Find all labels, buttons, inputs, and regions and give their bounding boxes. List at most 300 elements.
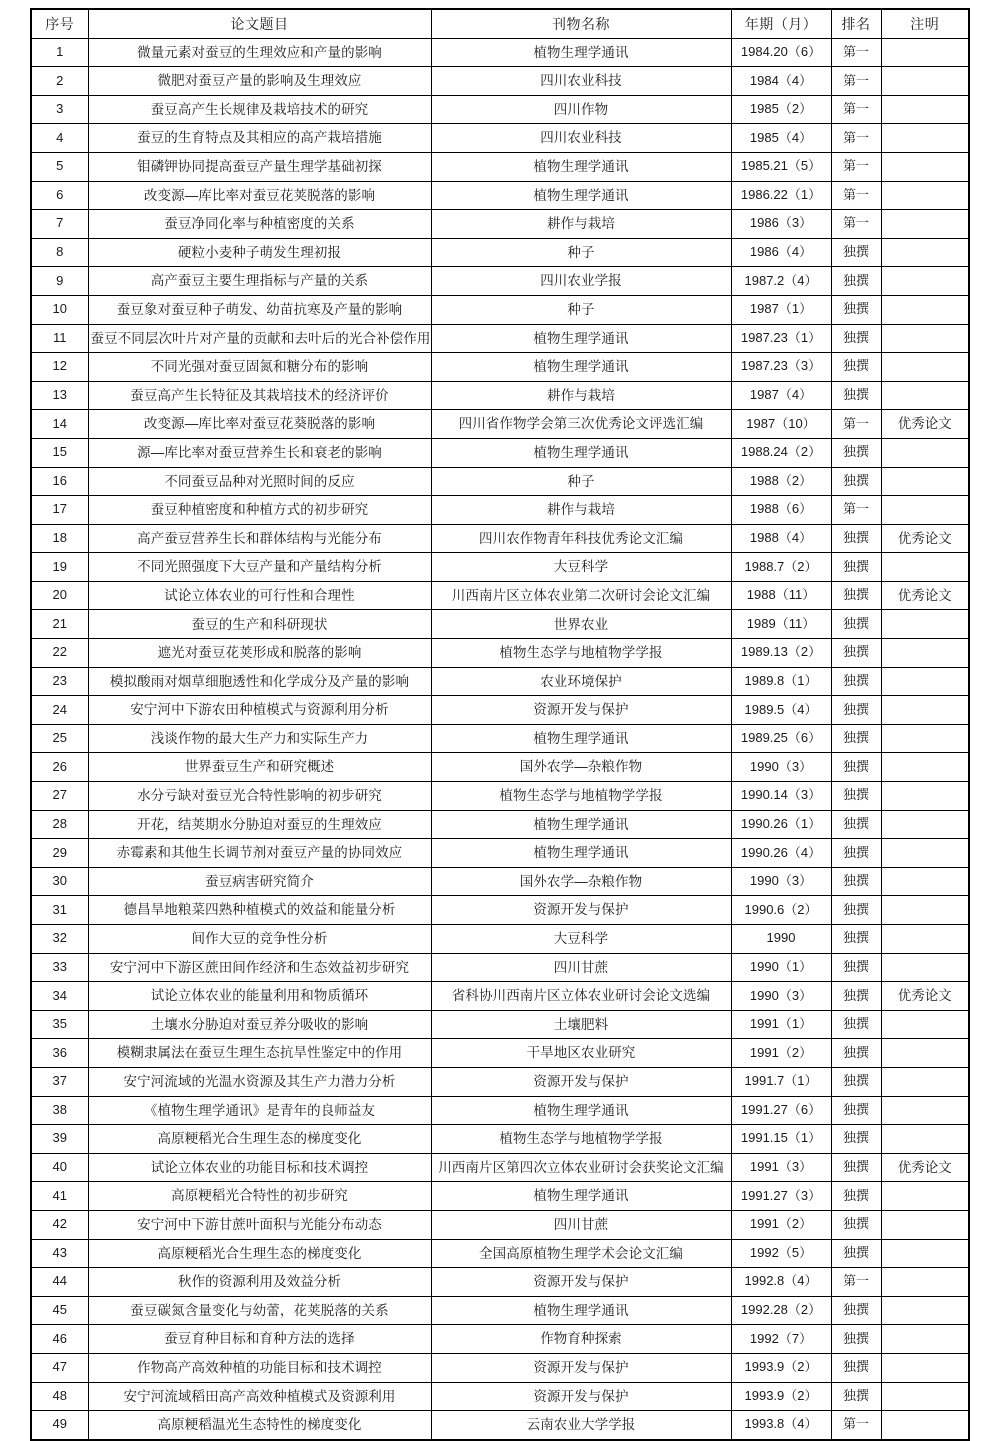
cell-year: 1990（1）	[731, 953, 831, 982]
cell-rank: 独撰	[831, 1067, 881, 1096]
cell-journal: 植物生理学通讯	[431, 152, 731, 181]
cell-note	[881, 1382, 969, 1411]
cell-rank: 独撰	[831, 639, 881, 668]
cell-rank: 独撰	[831, 324, 881, 353]
column-header-title: 论文题目	[88, 9, 431, 38]
cell-year: 1990.14（3）	[731, 782, 831, 811]
cell-journal: 四川农业学报	[431, 267, 731, 296]
cell-journal: 四川甘蔗	[431, 953, 731, 982]
cell-rank: 第一	[831, 410, 881, 439]
cell-title: 改变源—库比率对蚕豆花葵脱落的影响	[88, 410, 431, 439]
cell-rank: 独撰	[831, 1210, 881, 1239]
cell-year: 1990（3）	[731, 982, 831, 1011]
cell-journal: 四川农业科技	[431, 124, 731, 153]
cell-year: 1991（1）	[731, 1010, 831, 1039]
cell-year: 1990（3）	[731, 753, 831, 782]
cell-index: 25	[31, 724, 88, 753]
cell-rank: 独撰	[831, 696, 881, 725]
cell-title: 秋作的资源利用及效益分析	[88, 1268, 431, 1297]
cell-title: 安宁河中下游区蔗田间作经济和生态效益初步研究	[88, 953, 431, 982]
cell-title: 土壤水分胁迫对蚕豆养分吸收的影响	[88, 1010, 431, 1039]
cell-journal: 世界农业	[431, 610, 731, 639]
cell-title: 试论立体农业的能量利用和物质循环	[88, 982, 431, 1011]
table-row	[31, 1239, 969, 1268]
cell-note	[881, 1411, 969, 1440]
cell-title: 微量元素对蚕豆的生理效应和产量的影响	[88, 38, 431, 67]
cell-journal: 植物生理学通讯	[431, 1296, 731, 1325]
cell-journal: 四川作物	[431, 95, 731, 124]
cell-year: 1991（3）	[731, 1153, 831, 1182]
cell-note	[881, 1325, 969, 1354]
cell-title: 高产蚕豆主要生理指标与产量的关系	[88, 267, 431, 296]
cell-journal: 植物生态学与地植物学学报	[431, 639, 731, 668]
table-row	[31, 896, 969, 925]
cell-title: 蚕豆净同化率与种植密度的关系	[88, 210, 431, 239]
cell-year: 1992.8（4）	[731, 1268, 831, 1297]
cell-note	[881, 496, 969, 525]
cell-journal: 资源开发与保护	[431, 696, 731, 725]
cell-rank: 独撰	[831, 1182, 881, 1211]
cell-rank: 独撰	[831, 1296, 881, 1325]
column-header-index: 序号	[31, 9, 88, 38]
table-row	[31, 639, 969, 668]
cell-rank: 第一	[831, 181, 881, 210]
cell-index: 49	[31, 1411, 88, 1440]
table-header	[31, 9, 969, 38]
cell-journal: 耕作与栽培	[431, 496, 731, 525]
table-row	[31, 181, 969, 210]
cell-title: 高原粳稻光合生理生态的梯度变化	[88, 1239, 431, 1268]
cell-journal: 植物生态学与地植物学学报	[431, 782, 731, 811]
table-row	[31, 124, 969, 153]
cell-journal: 四川农业科技	[431, 67, 731, 96]
cell-rank: 第一	[831, 152, 881, 181]
cell-year: 1992.28（2）	[731, 1296, 831, 1325]
table-row	[31, 295, 969, 324]
cell-note	[881, 124, 969, 153]
cell-title: 安宁河中下游甘蔗叶面积与光能分布动态	[88, 1210, 431, 1239]
table-row	[31, 1296, 969, 1325]
cell-index: 17	[31, 496, 88, 525]
column-header-year: 年期（月）	[731, 9, 831, 38]
cell-index: 6	[31, 181, 88, 210]
cell-title: 蚕豆高产生长特征及其栽培技术的经济评价	[88, 381, 431, 410]
cell-note	[881, 724, 969, 753]
cell-note	[881, 238, 969, 267]
table-body	[31, 38, 969, 1440]
cell-index: 36	[31, 1039, 88, 1068]
cell-note	[881, 1353, 969, 1382]
cell-rank: 第一	[831, 496, 881, 525]
cell-title: 蚕豆碳氮含量变化与幼蕾，花荚脱落的关系	[88, 1296, 431, 1325]
cell-note	[881, 896, 969, 925]
cell-journal: 川西南片区立体农业第二次研讨会论文汇编	[431, 581, 731, 610]
table-row	[31, 324, 969, 353]
cell-journal: 种子	[431, 467, 731, 496]
cell-note: 优秀论文	[881, 1153, 969, 1182]
cell-title: 蚕豆不同层次叶片对产量的贡献和去叶后的光合补偿作用	[88, 324, 431, 353]
cell-title: 高产蚕豆营养生长和群体结构与光能分布	[88, 524, 431, 553]
cell-journal: 川西南片区第四次立体农业研讨会获奖论文汇编	[431, 1153, 731, 1182]
table-row	[31, 1353, 969, 1382]
table-row	[31, 524, 969, 553]
cell-year: 1987（1）	[731, 295, 831, 324]
cell-index: 14	[31, 410, 88, 439]
cell-note	[881, 295, 969, 324]
cell-title: 《植物生理学通讯》是青年的良师益友	[88, 1096, 431, 1125]
table-header-row	[31, 9, 969, 38]
table-row	[31, 953, 969, 982]
column-header-rank: 排名	[831, 9, 881, 38]
cell-year: 1991.27（6）	[731, 1096, 831, 1125]
cell-rank: 独撰	[831, 953, 881, 982]
cell-note	[881, 1182, 969, 1211]
table-row	[31, 381, 969, 410]
cell-journal: 植物生态学与地植物学学报	[431, 1125, 731, 1154]
cell-title: 高原粳稻光合特性的初步研究	[88, 1182, 431, 1211]
cell-index: 22	[31, 639, 88, 668]
cell-note	[881, 1039, 969, 1068]
cell-year: 1990	[731, 925, 831, 954]
cell-year: 1993.8（4）	[731, 1411, 831, 1440]
cell-title: 蚕豆育种目标和育种方法的选择	[88, 1325, 431, 1354]
cell-note	[881, 953, 969, 982]
cell-rank: 第一	[831, 67, 881, 96]
table-row	[31, 667, 969, 696]
cell-journal: 植物生理学通讯	[431, 38, 731, 67]
cell-index: 11	[31, 324, 88, 353]
cell-title: 水分亏缺对蚕豆光合特性影响的初步研究	[88, 782, 431, 811]
cell-index: 10	[31, 295, 88, 324]
cell-rank: 独撰	[831, 982, 881, 1011]
table-row	[31, 839, 969, 868]
cell-note	[881, 353, 969, 382]
cell-journal: 资源开发与保护	[431, 896, 731, 925]
cell-year: 1991.7（1）	[731, 1067, 831, 1096]
cell-year: 1992（7）	[731, 1325, 831, 1354]
cell-journal: 国外农学—杂粮作物	[431, 867, 731, 896]
cell-note	[881, 553, 969, 582]
cell-title: 赤霉素和其他生长调节剂对蚕豆产量的协同效应	[88, 839, 431, 868]
cell-note	[881, 639, 969, 668]
cell-index: 41	[31, 1182, 88, 1211]
table-row	[31, 1268, 969, 1297]
cell-rank: 独撰	[831, 1153, 881, 1182]
cell-rank: 独撰	[831, 896, 881, 925]
cell-rank: 独撰	[831, 238, 881, 267]
cell-note	[881, 67, 969, 96]
cell-journal: 耕作与栽培	[431, 381, 731, 410]
table-row	[31, 696, 969, 725]
cell-title: 微肥对蚕豆产量的影响及生理效应	[88, 67, 431, 96]
cell-rank: 独撰	[831, 782, 881, 811]
cell-index: 33	[31, 953, 88, 982]
cell-index: 26	[31, 753, 88, 782]
cell-year: 1990.6（2）	[731, 896, 831, 925]
cell-year: 1991.15（1）	[731, 1125, 831, 1154]
cell-year: 1993.9（2）	[731, 1382, 831, 1411]
cell-journal: 云南农业大学学报	[431, 1411, 731, 1440]
table-row	[31, 410, 969, 439]
table-row	[31, 867, 969, 896]
table-row	[31, 467, 969, 496]
table-row	[31, 1411, 969, 1440]
cell-note	[881, 782, 969, 811]
cell-year: 1988（4）	[731, 524, 831, 553]
cell-index: 24	[31, 696, 88, 725]
cell-index: 23	[31, 667, 88, 696]
cell-year: 1984.20（6）	[731, 38, 831, 67]
cell-index: 2	[31, 67, 88, 96]
cell-title: 不同蚕豆品种对光照时间的反应	[88, 467, 431, 496]
cell-title: 不同光强对蚕豆固氮和糖分布的影响	[88, 353, 431, 382]
table-row	[31, 1153, 969, 1182]
cell-year: 1987.23（1）	[731, 324, 831, 353]
cell-year: 1985（4）	[731, 124, 831, 153]
cell-rank: 独撰	[831, 925, 881, 954]
cell-note	[881, 438, 969, 467]
cell-journal: 种子	[431, 295, 731, 324]
cell-note	[881, 839, 969, 868]
cell-title: 蚕豆种植密度和种植方式的初步研究	[88, 496, 431, 525]
cell-index: 20	[31, 581, 88, 610]
cell-journal: 作物育种探索	[431, 1325, 731, 1354]
cell-year: 1984（4）	[731, 67, 831, 96]
cell-journal: 四川甘蔗	[431, 1210, 731, 1239]
cell-journal: 植物生理学通讯	[431, 1182, 731, 1211]
cell-index: 38	[31, 1096, 88, 1125]
cell-year: 1990.26（4）	[731, 839, 831, 868]
cell-rank: 独撰	[831, 667, 881, 696]
cell-rank: 独撰	[831, 839, 881, 868]
cell-note	[881, 696, 969, 725]
table-row	[31, 238, 969, 267]
cell-rank: 独撰	[831, 467, 881, 496]
cell-rank: 第一	[831, 1268, 881, 1297]
cell-rank: 独撰	[831, 553, 881, 582]
cell-index: 3	[31, 95, 88, 124]
cell-title: 蚕豆高产生长规律及栽培技术的研究	[88, 95, 431, 124]
table-row	[31, 925, 969, 954]
cell-year: 1991（2）	[731, 1039, 831, 1068]
cell-note	[881, 467, 969, 496]
cell-note: 优秀论文	[881, 982, 969, 1011]
cell-index: 15	[31, 438, 88, 467]
cell-note	[881, 324, 969, 353]
cell-title: 间作大豆的竞争性分析	[88, 925, 431, 954]
cell-year: 1988（6）	[731, 496, 831, 525]
cell-title: 试论立体农业的可行性和合理性	[88, 581, 431, 610]
cell-year: 1985（2）	[731, 95, 831, 124]
cell-journal: 植物生理学通讯	[431, 839, 731, 868]
column-header-note: 注明	[881, 9, 969, 38]
cell-index: 37	[31, 1067, 88, 1096]
cell-title: 试论立体农业的功能目标和技术调控	[88, 1153, 431, 1182]
cell-index: 30	[31, 867, 88, 896]
cell-rank: 独撰	[831, 1239, 881, 1268]
cell-rank: 独撰	[831, 381, 881, 410]
cell-note	[881, 1210, 969, 1239]
table-row	[31, 724, 969, 753]
cell-note	[881, 152, 969, 181]
cell-year: 1989.13（2）	[731, 639, 831, 668]
cell-title: 安宁河流域稻田高产高效种植模式及资源利用	[88, 1382, 431, 1411]
table-row	[31, 152, 969, 181]
column-header-journal: 刊物名称	[431, 9, 731, 38]
cell-title: 浅谈作物的最大生产力和实际生产力	[88, 724, 431, 753]
cell-index: 21	[31, 610, 88, 639]
cell-journal: 植物生理学通讯	[431, 1096, 731, 1125]
cell-note	[881, 267, 969, 296]
cell-note: 优秀论文	[881, 581, 969, 610]
cell-index: 7	[31, 210, 88, 239]
cell-rank: 独撰	[831, 438, 881, 467]
cell-rank: 独撰	[831, 610, 881, 639]
cell-title: 改变源—库比率对蚕豆花荚脱落的影响	[88, 181, 431, 210]
cell-year: 1989.25（6）	[731, 724, 831, 753]
cell-year: 1987.23（3）	[731, 353, 831, 382]
cell-rank: 独撰	[831, 267, 881, 296]
cell-journal: 植物生理学通讯	[431, 181, 731, 210]
cell-index: 1	[31, 38, 88, 67]
cell-rank: 第一	[831, 210, 881, 239]
table-row	[31, 210, 969, 239]
cell-rank: 独撰	[831, 1096, 881, 1125]
cell-year: 1989.8（1）	[731, 667, 831, 696]
cell-rank: 第一	[831, 38, 881, 67]
cell-title: 高原粳稻温光生态特性的梯度变化	[88, 1411, 431, 1440]
cell-journal: 四川农作物青年科技优秀论文汇编	[431, 524, 731, 553]
table-row	[31, 1067, 969, 1096]
cell-year: 1987（10）	[731, 410, 831, 439]
cell-index: 18	[31, 524, 88, 553]
cell-index: 48	[31, 1382, 88, 1411]
cell-index: 5	[31, 152, 88, 181]
cell-index: 46	[31, 1325, 88, 1354]
cell-year: 1989（11）	[731, 610, 831, 639]
cell-year: 1990（3）	[731, 867, 831, 896]
cell-note: 优秀论文	[881, 410, 969, 439]
cell-index: 47	[31, 1353, 88, 1382]
cell-journal: 土壤肥料	[431, 1010, 731, 1039]
cell-year: 1989.5（4）	[731, 696, 831, 725]
cell-title: 蚕豆的生产和科研现状	[88, 610, 431, 639]
cell-rank: 独撰	[831, 1125, 881, 1154]
cell-index: 34	[31, 982, 88, 1011]
cell-index: 40	[31, 1153, 88, 1182]
table-row	[31, 1125, 969, 1154]
cell-note: 优秀论文	[881, 524, 969, 553]
cell-index: 8	[31, 238, 88, 267]
cell-rank: 独撰	[831, 1325, 881, 1354]
cell-journal: 耕作与栽培	[431, 210, 731, 239]
cell-index: 31	[31, 896, 88, 925]
table-row	[31, 782, 969, 811]
cell-rank: 第一	[831, 124, 881, 153]
cell-index: 13	[31, 381, 88, 410]
cell-rank: 独撰	[831, 1382, 881, 1411]
table-row	[31, 1096, 969, 1125]
cell-year: 1986（4）	[731, 238, 831, 267]
cell-note	[881, 1296, 969, 1325]
cell-rank: 独撰	[831, 1010, 881, 1039]
cell-title: 德昌旱地粮菜四熟种植模式的效益和能量分析	[88, 896, 431, 925]
cell-note	[881, 610, 969, 639]
cell-year: 1988（2）	[731, 467, 831, 496]
table-row	[31, 1325, 969, 1354]
cell-title: 开花，结荚期水分胁迫对蚕豆的生理效应	[88, 810, 431, 839]
cell-year: 1990.26（1）	[731, 810, 831, 839]
table-row	[31, 1182, 969, 1211]
cell-note	[881, 1067, 969, 1096]
table-row	[31, 1210, 969, 1239]
cell-rank: 第一	[831, 1411, 881, 1440]
cell-rank: 独撰	[831, 1039, 881, 1068]
cell-year: 1991.27（3）	[731, 1182, 831, 1211]
cell-journal: 植物生理学通讯	[431, 438, 731, 467]
table-row	[31, 753, 969, 782]
cell-title: 模拟酸雨对烟草细胞透性和化学成分及产量的影响	[88, 667, 431, 696]
cell-note	[881, 1239, 969, 1268]
table-row	[31, 267, 969, 296]
cell-rank: 独撰	[831, 810, 881, 839]
cell-title: 不同光照强度下大豆产量和产量结构分析	[88, 553, 431, 582]
cell-year: 1987（4）	[731, 381, 831, 410]
table-row	[31, 553, 969, 582]
cell-title: 蚕豆象对蚕豆种子萌发、幼苗抗寒及产量的影响	[88, 295, 431, 324]
cell-note	[881, 38, 969, 67]
cell-note	[881, 753, 969, 782]
cell-journal: 植物生理学通讯	[431, 810, 731, 839]
cell-journal: 国外农学—杂粮作物	[431, 753, 731, 782]
cell-index: 27	[31, 782, 88, 811]
cell-title: 安宁河中下游农田种植模式与资源利用分析	[88, 696, 431, 725]
cell-rank: 独撰	[831, 724, 881, 753]
cell-note	[881, 925, 969, 954]
paper-list-table-container	[30, 8, 968, 1441]
table-row	[31, 353, 969, 382]
cell-year: 1993.9（2）	[731, 1353, 831, 1382]
cell-journal: 资源开发与保护	[431, 1067, 731, 1096]
cell-title: 蚕豆的生育特点及其相应的高产栽培措施	[88, 124, 431, 153]
cell-journal: 四川省作物学会第三次优秀论文评选汇编	[431, 410, 731, 439]
cell-index: 32	[31, 925, 88, 954]
cell-index: 28	[31, 810, 88, 839]
cell-note	[881, 667, 969, 696]
cell-journal: 大豆科学	[431, 553, 731, 582]
table-row	[31, 810, 969, 839]
cell-journal: 植物生理学通讯	[431, 353, 731, 382]
cell-rank: 独撰	[831, 295, 881, 324]
table-row	[31, 67, 969, 96]
cell-journal: 省科协川西南片区立体农业研讨会论文选编	[431, 982, 731, 1011]
table-row	[31, 610, 969, 639]
table-row	[31, 1010, 969, 1039]
cell-note	[881, 1010, 969, 1039]
cell-index: 9	[31, 267, 88, 296]
cell-journal: 大豆科学	[431, 925, 731, 954]
cell-rank: 独撰	[831, 581, 881, 610]
table-row	[31, 496, 969, 525]
cell-year: 1988（11）	[731, 581, 831, 610]
cell-index: 12	[31, 353, 88, 382]
cell-journal: 资源开发与保护	[431, 1268, 731, 1297]
cell-title: 模糊隶属法在蚕豆生理生态抗旱性鉴定中的作用	[88, 1039, 431, 1068]
cell-index: 45	[31, 1296, 88, 1325]
paper-list-table	[30, 8, 970, 1441]
cell-note	[881, 381, 969, 410]
cell-title: 源—库比率对蚕豆营养生长和衰老的影响	[88, 438, 431, 467]
